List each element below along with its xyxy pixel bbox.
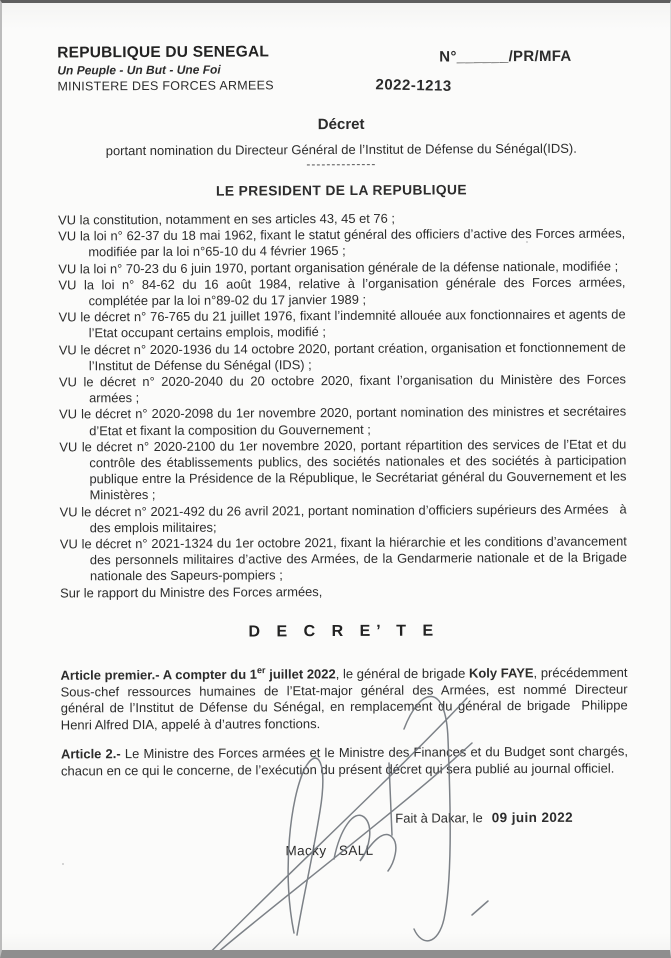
national-motto: Un Peuple - Un But - Une Foi (57, 62, 221, 78)
scan-speck (62, 863, 64, 865)
decree-title: Décret (317, 115, 365, 134)
visa-item: VU la loi n° 84-62 du 16 août 1984, relative à l’organisation générale des Forces armées, complétée par la loi n°89-02 du 17 janvier 1989 ; (58, 274, 626, 309)
article-2-rest: Le Ministre des Forces armées et le Ministre des Finances et du Budget sont chargés, chacun en ce qui le concerne, de l’exécution du présent décret qui sera publié au journal officiel. (60, 743, 628, 779)
visa-item: VU le décret n° 76-765 du 21 juillet 1976, fixant l’indemnité allouée aux fonctionnaires et agents de l’Etat occupant certains emplois, modifié ; (58, 306, 626, 341)
decree-subject: portant nomination du Directeur Général de l’Institut de Défense du Sénégal(IDS). (105, 140, 577, 159)
visa-item: VU le décret n° 2020-1936 du 14 octobre 2020, portant création, organisation et fonctionnement de l’Institut de Défense du Sénégal (IDS) ; (58, 339, 626, 374)
article-2-lead: Article 2.- (60, 746, 121, 762)
date-line (395, 810, 628, 826)
scan-speck (526, 241, 528, 243)
decree-number-stamp: 2022-1213 (375, 76, 452, 95)
visa-item: VU le décret n° 2021-492 du 26 avril 2021, portant nomination d’officiers supérieurs des Armées à des emplois militaires; (59, 501, 627, 536)
visa-list (58, 209, 627, 601)
place-date-label: Fait à Dakar, le (395, 810, 483, 826)
header-right-block (375, 41, 624, 95)
header-left-block (57, 43, 274, 93)
article-1-lead: Article premier.- A compter du 1 (60, 666, 258, 683)
visa-item: VU la loi n° 70-23 du 6 juin 1970, portant organisation générale de la défense nationale, modifiée ; (58, 258, 619, 277)
visa-item: VU la loi n° 62-37 du 18 mai 1962, fixant le statut général des officiers d’active des Forces armées, modifiée par la loi n°65-10 du 4 février 1965 ; (58, 225, 626, 260)
document-header (57, 41, 624, 97)
signer-name: Macky SALL (285, 843, 374, 859)
scan-speck (120, 525, 122, 527)
article-1-rest: , précédemment Sous-chef ressources humaines de l’Etat-major général des Armées, est nommé Directeur général de l’Institut de Défense du Sénégal, en remplacement du général de brigade Philippe Henri Alfred DIA, appelé à d’autres fonctions. (60, 664, 628, 733)
article-1-mid: , le général de brigade (335, 665, 469, 682)
visa-item: VU la constitution, notamment en ses articles 43, 45 et 76 ; (58, 210, 395, 228)
ordinal-superscript: er (256, 665, 266, 676)
visa-item: VU le décret n° 2020-2098 du 1er novembre 2020, portant nomination des ministres et secrétaires d’Etat et fixant la composition du Gouvernement ; (59, 403, 627, 438)
republic-title: REPUBLIQUE DU SENEGAL (57, 43, 270, 62)
article-2 (61, 744, 628, 780)
document-content (2, 1, 671, 860)
president-heading: LE PRESIDENT DE LA REPUBLIQUE (215, 182, 468, 199)
article-1 (60, 660, 627, 733)
visa-item: VU le décret n° 2020-2040 du 20 octobre 2020, fixant l’organisation du Ministère des Forces armées ; (58, 371, 627, 406)
report-line: Sur le rapport du Ministre des Forces armées, (60, 583, 323, 601)
visa-item: VU le décret n° 2021-1324 du 1er octobre 2021, fixant la hiérarchie et les conditions d’avancement des personnels militaires d’active des Armées, de la Gendarmerie nationale et de la Brigade nationale des Sapeurs-pompiers ; (59, 533, 627, 584)
decrete-heading: D E C R E’ T E (248, 622, 440, 641)
article-1-date: juillet 2022 (265, 666, 336, 682)
date-value: 09 juin 2022 (491, 809, 574, 826)
scan-speck (374, 191, 376, 193)
scan-speck (603, 705, 605, 707)
separator-dashes: -------------- (306, 156, 377, 172)
visa-item: VU le décret n° 2020-2100 du 1er novembre 2020, portant répartition des services de l’Etat et du contrôle des établissements publics, des sociétés nationales et des sociétés à participation publique entre la Présidence de la République, le Secrétariat général du Gouvernement et les Ministères ; (59, 436, 627, 503)
reference-number: N°______/PR/MFA (439, 47, 572, 66)
appointee-name: Koly FAYE (468, 665, 534, 681)
ministry-name: MINISTERE DES FORCES ARMEES (57, 78, 274, 94)
